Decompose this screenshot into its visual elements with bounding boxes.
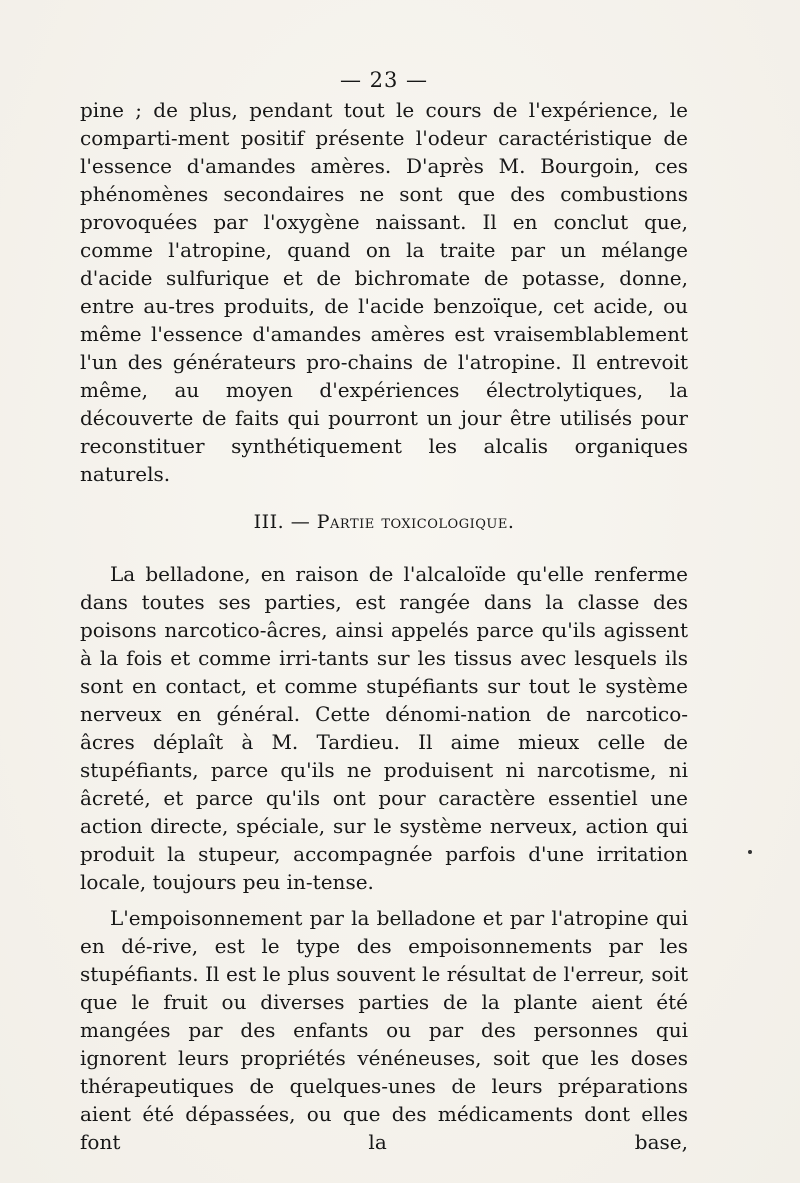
paragraph-poisoning-causes: L'empoisonnement par la belladone et par l'atropine qui en dé-rive, est le type des empoisonnements par les stupéfiants. Il est le plus souvent le résultat de l'erreur, soit que le fruit ou diverses parties de la plante aient été mangées par des enfants ou par des personnes qui ignorent leurs propriétés vénéneuses, soit que les doses thérapeutiques de quelques-unes de leurs préparations aient été dépassées, ou que des médicaments dont elles font la base, [80,906,688,1154]
paragraph-belladonna-classification: La belladone, en raison de l'alcaloïde qu'elle renferme dans toutes ses parties, est rangée dans la classe des poisons narcotico-âcres, ainsi appelés parce qu'ils agissent à la fois et comme irri-tants sur les tissus avec lesquels ils sont en contact, et comme stupéfiants sur tout le système nerveux en général. Cette dénomi-nation de narcotico-âcres déplaît à M. Tardieu. Il aime mieux celle de stupéfiants, parce qu'ils ne produisent ni narcotisme, ni âcreté, et parce qu'ils ont pour caractère essentiel une action directe, spéciale, sur le système nerveux, action qui produit la stupeur, accompagnée parfois d'une irritation locale, toujours peu in-tense. [80,562,688,894]
section-heading [80,508,688,536]
ink-speck [748,850,752,854]
section-title: Partie toxicologique. [316,511,515,533]
paragraph-atropine-electrolysis: pine ; de plus, pendant tout le cours de l'expérience, le comparti-ment positif présente l'odeur caractéristique de l'essence d'amandes amères. D'après M. Bourgoin, ces phénomènes secondaires ne sont que des combustions provoquées par l'oxygène naissant. Il en conclut que, comme l'atropine, quand on la traite par un mélange d'acide sulfurique et de bichromate de potasse, donne, entre au-tres produits, de l'acide benzoïque, cet acide, ou même l'essence d'amandes amères est vraisemblablement l'un des générateurs pro-chains de l'atropine. Il entrevoit même, au moyen d'expériences électrolytiques, la découverte de faits qui pourront un jour être utilisés pour reconstituer synthétiquement les alcalis organiques naturels. [80,98,688,486]
page-number: — 23 — [339,68,429,92]
section-numeral: III. — [253,511,317,533]
paragraph-gap [80,896,688,904]
